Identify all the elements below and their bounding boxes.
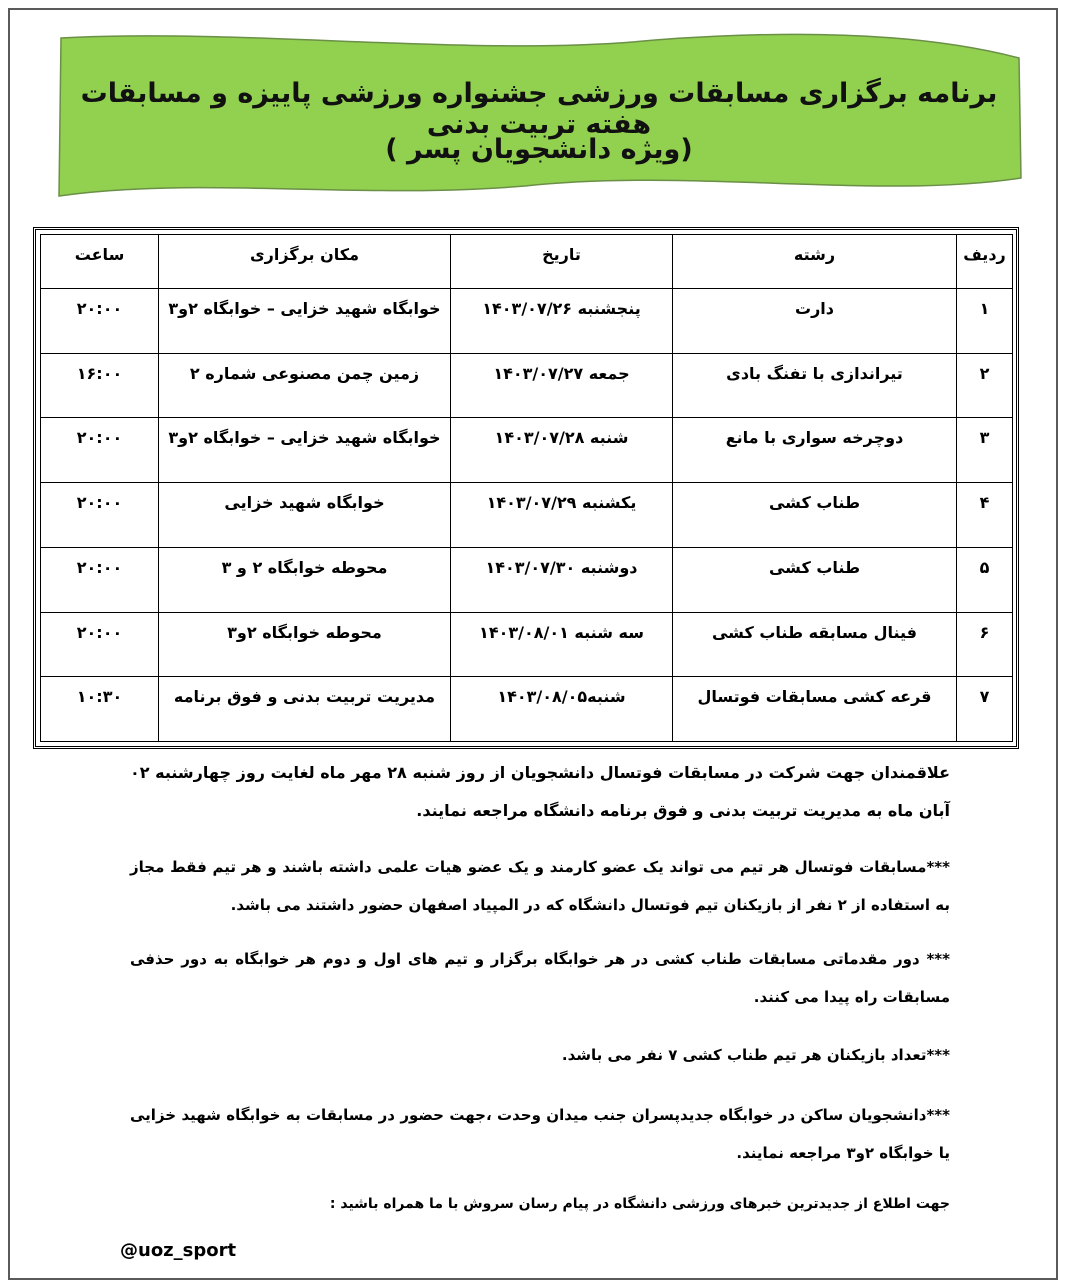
- cell-discipline: طناب کشی: [673, 547, 957, 612]
- cell-time: ۱۶:۰۰: [41, 353, 159, 418]
- cell-venue: خوابگاه شهید خزایی: [159, 483, 451, 548]
- cell-row-number: ۱: [957, 289, 1013, 354]
- cell-row-number: ۵: [957, 547, 1013, 612]
- futsal-rule-note: ***مسابقات فوتسال هر تیم می تواند یک عضو کارمند و یک عضو هیات علمی داشته باشند و هر تیم فقط مجاز به استفاده از ۲ نفر از بازیکنان تیم فوتسال دانشگاه که در المپیاد اصفهان حضور داشتند می باشد.: [130, 858, 950, 914]
- cell-row-number: ۶: [957, 612, 1013, 677]
- cell-time: ۲۰:۰۰: [41, 289, 159, 354]
- schedule-table: [40, 234, 1013, 742]
- social-handle[interactable]: @uoz_sport: [120, 1240, 237, 1261]
- header-venue: مکان برگزاری: [159, 235, 451, 289]
- cell-discipline: دوچرخه سواری با مانع: [673, 418, 957, 483]
- tug-of-war-prelim-note: *** دور مقدماتی مسابقات طناب کشی در هر خوابگاه برگزار و تیم های اول و دوم هر خوابگاه به دور حذفی مسابقات راه پیدا می کنند.: [130, 950, 950, 1006]
- cell-date: دوشنبه ۱۴۰۳/۰۷/۳۰: [451, 547, 673, 612]
- cell-venue: محوطه خوابگاه ۲ و ۳: [159, 547, 451, 612]
- table-row: [41, 547, 1013, 612]
- cell-discipline: طناب کشی: [673, 483, 957, 548]
- cell-discipline: دارت: [673, 289, 957, 354]
- table-row: [41, 677, 1013, 742]
- table-row: [41, 612, 1013, 677]
- cell-date: شنبه ۱۴۰۳/۰۷/۲۸: [451, 418, 673, 483]
- cell-venue: مدیریت تربیت بدنی و فوق برنامه: [159, 677, 451, 742]
- tug-of-war-players-note: ***تعداد بازیکنان هر تیم طناب کشی ۷ نفر می باشد.: [561, 1046, 950, 1064]
- cell-venue: محوطه خوابگاه ۲و۳: [159, 612, 451, 677]
- table-row: [41, 353, 1013, 418]
- table-header-row: [41, 235, 1013, 289]
- banner-title: برنامه برگزاری مسابقات ورزشی جشنواره ورزشی پاییزه و مسابقات هفته تربیت بدنی: [80, 78, 998, 140]
- cell-time: ۱۰:۳۰: [41, 677, 159, 742]
- header-row-number: ردیف: [957, 235, 1013, 289]
- cell-time: ۲۰:۰۰: [41, 483, 159, 548]
- table-row: [41, 289, 1013, 354]
- registration-note: علاقمندان جهت شرکت در مسابقات فوتسال دانشجویان از روز شنبه ۲۸ مهر ماه لغایت روز چهارشنبه ۰۲ آبان ماه به مدیریت تربیت بدنی و فوق برنامه دانشگاه مراجعه نمایند.: [130, 763, 950, 820]
- schedule-table-frame: [33, 227, 1019, 749]
- cell-date: جمعه ۱۴۰۳/۰۷/۲۷: [451, 353, 673, 418]
- header-date: تاریخ: [451, 235, 673, 289]
- cell-time: ۲۰:۰۰: [41, 612, 159, 677]
- cell-row-number: ۷: [957, 677, 1013, 742]
- cell-venue: خوابگاه شهید خزایی – خوابگاه ۲و۳: [159, 289, 451, 354]
- banner-subtitle: (ویژه دانشجویان پسر ): [385, 134, 693, 165]
- table-row: [41, 483, 1013, 548]
- cell-time: ۲۰:۰۰: [41, 418, 159, 483]
- cell-row-number: ۲: [957, 353, 1013, 418]
- cell-date: شنبه۱۴۰۳/۰۸/۰۵: [451, 677, 673, 742]
- header-time: ساعت: [41, 235, 159, 289]
- cell-venue: خوابگاه شهید خزایی – خوابگاه ۲و۳: [159, 418, 451, 483]
- title-banner: [55, 28, 1023, 200]
- dorm-note: ***دانشجویان ساکن در خوابگاه جدیدپسران جنب میدان وحدت ،جهت حضور در مسابقات به خوابگاه شهید خزایی یا خوابگاه ۲و۳ مراجعه نمایند.: [130, 1106, 950, 1162]
- cell-row-number: ۳: [957, 418, 1013, 483]
- cell-discipline: تیراندازی با تفنگ بادی: [673, 353, 957, 418]
- cell-date: پنجشنبه ۱۴۰۳/۰۷/۲۶: [451, 289, 673, 354]
- cell-discipline: فینال مسابقه طناب کشی: [673, 612, 957, 677]
- cell-row-number: ۴: [957, 483, 1013, 548]
- cell-date: سه شنبه ۱۴۰۳/۰۸/۰۱: [451, 612, 673, 677]
- cell-discipline: قرعه کشی مسابقات فوتسال: [673, 677, 957, 742]
- cell-time: ۲۰:۰۰: [41, 547, 159, 612]
- table-row: [41, 418, 1013, 483]
- cell-venue: زمین چمن مصنوعی شماره ۲: [159, 353, 451, 418]
- header-discipline: رشته: [673, 235, 957, 289]
- news-channel-note: جهت اطلاع از جدیدترین خبرهای ورزشی دانشگاه در پیام رسان سروش با ما همراه باشید :: [329, 1196, 950, 1212]
- cell-date: یکشنبه ۱۴۰۳/۰۷/۲۹: [451, 483, 673, 548]
